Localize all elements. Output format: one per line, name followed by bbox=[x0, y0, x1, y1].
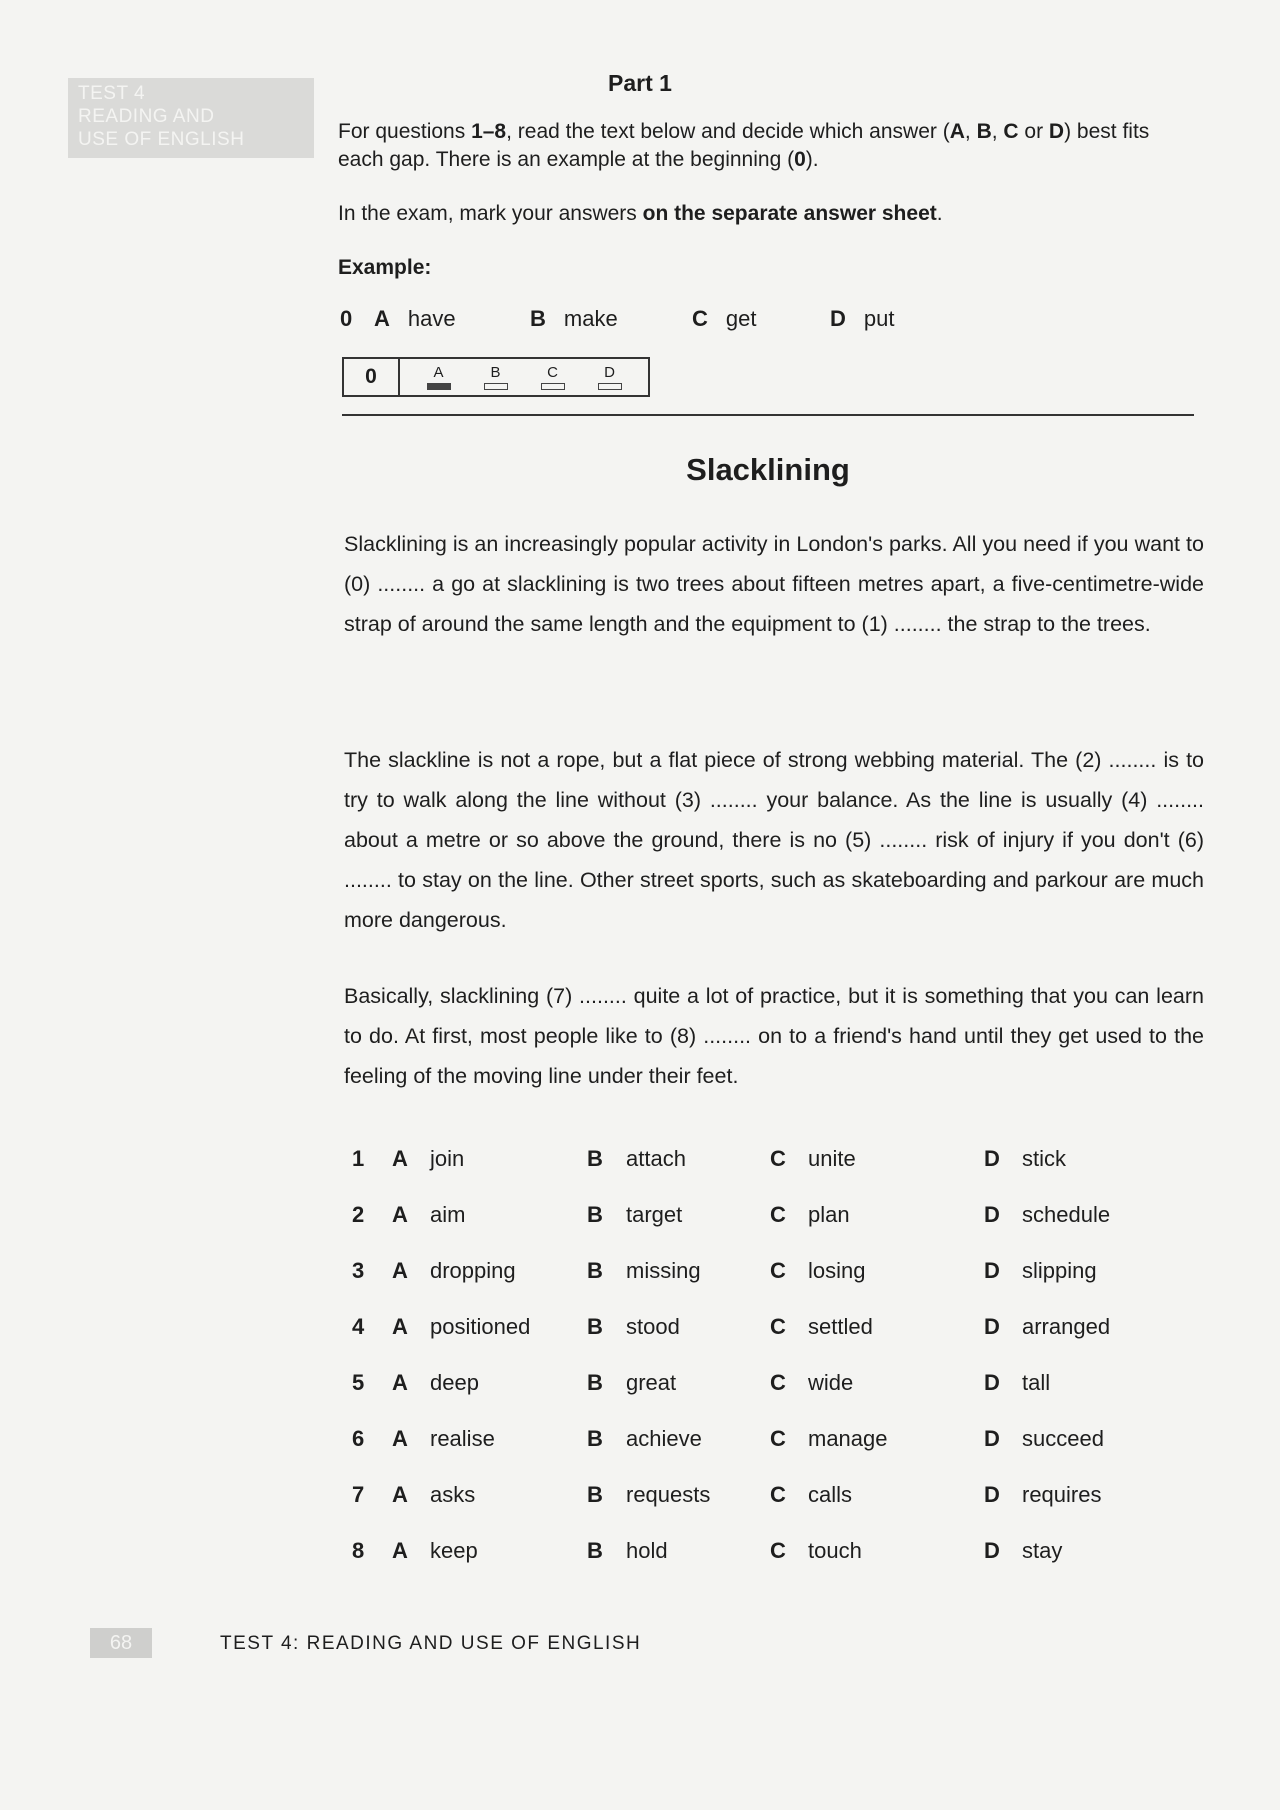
option-word-d: requires bbox=[1022, 1482, 1102, 1507]
option-letter-c: C bbox=[770, 1146, 786, 1171]
answer-box-option-b: B bbox=[484, 365, 508, 390]
article-paragraph-3: Basically, slacklining (7) ........ quite a lot of practice, but it is something that you can learn to do. At first, most people like to (8) ........ on to a friend's hand until they get used to the feeling of the moving line under their feet. bbox=[344, 984, 1204, 1088]
option-letter-c: C bbox=[770, 1538, 786, 1563]
example-option-c: C get bbox=[692, 306, 757, 331]
section-tab-line: READING AND bbox=[78, 106, 215, 127]
question-number: 1 bbox=[352, 1146, 365, 1171]
option-word-c: losing bbox=[808, 1258, 866, 1283]
option-letter-a: A bbox=[392, 1314, 408, 1339]
option-letter-a: A bbox=[392, 1258, 408, 1283]
section-tab-line: TEST 4 bbox=[78, 83, 146, 104]
question-number: 7 bbox=[352, 1482, 365, 1507]
option-letter-c: C bbox=[770, 1426, 786, 1451]
option-letter-c: C bbox=[770, 1370, 786, 1395]
option-word-a: keep bbox=[430, 1538, 478, 1563]
option-letter-b: B bbox=[587, 1482, 603, 1507]
article-title: Slacklining bbox=[686, 452, 850, 487]
option-letter-d: D bbox=[984, 1482, 1000, 1507]
option-word-d: stick bbox=[1022, 1146, 1066, 1171]
option-letter-d: D bbox=[984, 1202, 1000, 1227]
answer-box-number: 0 bbox=[344, 359, 400, 395]
question-row bbox=[352, 1258, 1212, 1298]
option-letter-c: C bbox=[770, 1482, 786, 1507]
running-title: TEST 4: READING AND USE OF ENGLISH bbox=[220, 1633, 642, 1654]
article-paragraph-2: The slackline is not a rope, but a flat piece of strong webbing material. The (2) ........ is to try to walk along the line without (3) ........ your balance. As the line is usually (4) ........ about a metre or so above the ground, there is no (5) ........ risk of injury if you don't (6) ........ to stay on the line. Other street sports, such as skateboarding and parkour are much more dangerous. bbox=[344, 748, 1204, 932]
article-paragraph-1: Slacklining is an increasingly popular activity in London's parks. All you need if you want to (0) ........ a go at slacklining is two trees about fifteen metres apart, a five-centimetre-wide strap of around the same length and the equipment to (1) ........ the strap to the trees. bbox=[344, 532, 1204, 636]
option-letter-c: C bbox=[770, 1202, 786, 1227]
option-letter-b: B bbox=[587, 1426, 603, 1451]
option-letter-b: B bbox=[587, 1202, 603, 1227]
question-number: 3 bbox=[352, 1258, 365, 1283]
question-number: 8 bbox=[352, 1538, 365, 1563]
option-word-c: unite bbox=[808, 1146, 856, 1171]
question-row bbox=[352, 1370, 1212, 1410]
section-tab-line: USE OF ENGLISH bbox=[78, 129, 245, 150]
option-letter-d: D bbox=[984, 1258, 1000, 1283]
option-letter-b: B bbox=[587, 1146, 603, 1171]
option-word-b: missing bbox=[626, 1258, 701, 1283]
option-word-d: succeed bbox=[1022, 1426, 1104, 1451]
option-word-a: positioned bbox=[430, 1314, 531, 1339]
answer-box-option-d: D bbox=[598, 365, 622, 390]
option-word-b: hold bbox=[626, 1538, 668, 1563]
option-word-d: stay bbox=[1022, 1538, 1063, 1563]
option-word-c: settled bbox=[808, 1314, 873, 1339]
question-number: 4 bbox=[352, 1314, 365, 1339]
option-word-c: wide bbox=[808, 1370, 854, 1395]
instructions: For questions 1–8, read the text below and decide which answer (A, B, C or D) best fits each gap. There is an example at the beginning (0). bbox=[338, 120, 1150, 171]
option-letter-a: A bbox=[392, 1482, 408, 1507]
example-number: 0 bbox=[340, 306, 353, 331]
option-word-a: realise bbox=[430, 1426, 495, 1451]
option-word-c: calls bbox=[808, 1482, 853, 1507]
example-option-b: B make bbox=[530, 306, 618, 331]
option-word-a: join bbox=[430, 1146, 465, 1171]
exam-note: In the exam, mark your answers on the separate answer sheet. bbox=[338, 202, 943, 225]
option-word-b: stood bbox=[626, 1314, 680, 1339]
option-letter-b: B bbox=[587, 1538, 603, 1563]
answer-box-option-c: C bbox=[541, 365, 565, 390]
question-number: 6 bbox=[352, 1426, 365, 1451]
example-label: Example: bbox=[338, 256, 432, 279]
option-word-d: schedule bbox=[1022, 1202, 1111, 1227]
option-word-d: tall bbox=[1022, 1370, 1051, 1395]
option-word-b: attach bbox=[626, 1146, 686, 1171]
question-row bbox=[352, 1426, 1212, 1466]
question-row bbox=[352, 1538, 1212, 1578]
option-word-c: touch bbox=[808, 1538, 862, 1563]
option-letter-d: D bbox=[984, 1426, 1000, 1451]
option-word-a: deep bbox=[430, 1370, 479, 1395]
option-word-b: achieve bbox=[626, 1426, 702, 1451]
option-word-d: slipping bbox=[1022, 1258, 1097, 1283]
part-title: Part 1 bbox=[608, 70, 672, 96]
option-letter-d: D bbox=[984, 1538, 1000, 1563]
option-letter-a: A bbox=[392, 1202, 408, 1227]
option-word-a: dropping bbox=[430, 1258, 516, 1283]
option-letter-a: A bbox=[392, 1538, 408, 1563]
option-letter-b: B bbox=[587, 1370, 603, 1395]
question-row bbox=[352, 1202, 1212, 1242]
page-number: 68 bbox=[90, 1628, 152, 1658]
example-option-d: D put bbox=[830, 306, 895, 331]
option-letter-d: D bbox=[984, 1314, 1000, 1339]
option-letter-a: A bbox=[392, 1146, 408, 1171]
option-letter-d: D bbox=[984, 1146, 1000, 1171]
divider bbox=[342, 414, 1194, 416]
option-word-b: target bbox=[626, 1202, 683, 1227]
question-row bbox=[352, 1482, 1212, 1522]
option-letter-b: B bbox=[587, 1314, 603, 1339]
option-word-b: requests bbox=[626, 1482, 711, 1507]
question-row bbox=[352, 1146, 1212, 1186]
example-answer-box bbox=[342, 357, 650, 397]
option-letter-b: B bbox=[587, 1258, 603, 1283]
option-word-c: manage bbox=[808, 1426, 888, 1451]
option-word-a: aim bbox=[430, 1202, 466, 1227]
question-number: 2 bbox=[352, 1202, 365, 1227]
option-letter-a: A bbox=[392, 1370, 408, 1395]
option-word-c: plan bbox=[808, 1202, 850, 1227]
option-word-a: asks bbox=[430, 1482, 476, 1507]
answer-box-option-a: A bbox=[427, 365, 451, 390]
option-word-b: great bbox=[626, 1370, 677, 1395]
option-letter-d: D bbox=[984, 1370, 1000, 1395]
question-number: 5 bbox=[352, 1370, 365, 1395]
option-letter-a: A bbox=[392, 1426, 408, 1451]
option-letter-c: C bbox=[770, 1258, 786, 1283]
option-word-d: arranged bbox=[1022, 1314, 1111, 1339]
example-option-a: A have bbox=[374, 306, 456, 331]
option-letter-c: C bbox=[770, 1314, 786, 1339]
question-row bbox=[352, 1314, 1212, 1354]
